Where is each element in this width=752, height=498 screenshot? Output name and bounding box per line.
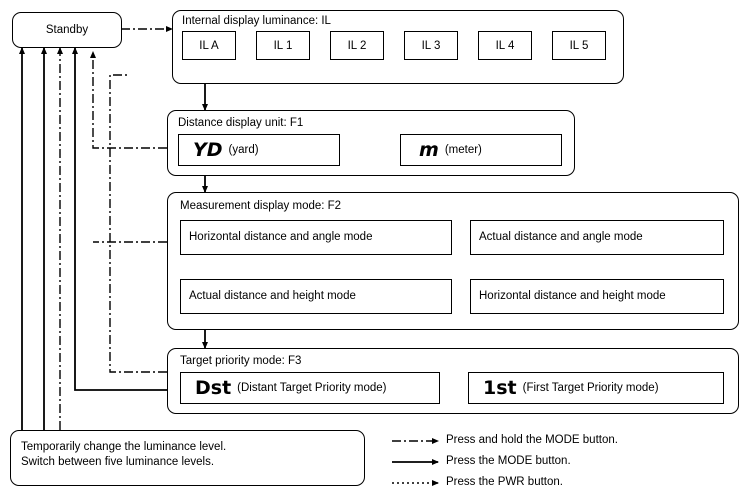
priority-first-symbol: 1st [483, 377, 517, 399]
priority-first-label: (First Target Priority mode) [522, 382, 659, 394]
il-2-node[interactable] [330, 31, 384, 60]
unit-meter-label: (meter) [444, 144, 482, 156]
legend-item-pwr-press: Press the PWR button. [446, 476, 563, 488]
unit-meter-node[interactable] [400, 134, 562, 166]
mode-actual-height-label: Actual distance and height mode [189, 290, 356, 302]
il-5-node[interactable] [552, 31, 606, 60]
il-4-node[interactable] [478, 31, 532, 60]
il-3-node[interactable] [404, 31, 458, 60]
note-line-2: Switch between five luminance levels. [21, 456, 215, 468]
il-1-label: IL 1 [273, 39, 293, 52]
mode-actual-height-node[interactable] [180, 279, 452, 314]
luminance-note-box [10, 430, 365, 486]
priority-distant-symbol: Dst [195, 377, 232, 399]
mode-actual-angle-label: Actual distance and angle mode [479, 231, 643, 243]
note-line-1: Temporarily change the luminance level. [21, 441, 227, 453]
mode-actual-angle-node[interactable] [470, 220, 724, 255]
il-a-label: IL A [199, 39, 219, 52]
standby-label: Standby [45, 24, 89, 36]
il-1-node[interactable] [256, 31, 310, 60]
group-f1-title: Distance display unit: F1 [178, 117, 304, 129]
mode-horizontal-height-node[interactable] [470, 279, 724, 314]
mode-horizontal-angle-label: Horizontal distance and angle mode [189, 231, 373, 243]
group-f3-title: Target priority mode: F3 [180, 355, 302, 367]
standby-node[interactable] [12, 12, 122, 48]
group-f2-title: Measurement display mode: F2 [180, 200, 342, 212]
priority-distant-node[interactable] [180, 372, 440, 404]
il-3-label: IL 3 [421, 39, 441, 52]
legend-item-mode-press: Press the MODE button. [446, 455, 571, 467]
mode-horizontal-height-label: Horizontal distance and height mode [479, 290, 666, 302]
il-a-node[interactable] [182, 31, 236, 60]
unit-yard-label: (yard) [228, 144, 259, 156]
unit-yard-symbol: YD [193, 139, 223, 161]
legend-item-mode-hold: Press and hold the MODE button. [446, 434, 618, 446]
il-2-label: IL 2 [347, 39, 367, 52]
il-4-label: IL 4 [495, 39, 515, 52]
priority-distant-label: (Distant Target Priority mode) [237, 382, 387, 394]
unit-meter-symbol: m [419, 139, 439, 161]
mode-horizontal-angle-node[interactable] [180, 220, 452, 255]
group-il-title: Internal display luminance: IL [182, 15, 331, 27]
unit-yard-node[interactable] [178, 134, 340, 166]
il-5-label: IL 5 [569, 39, 589, 52]
priority-first-node[interactable] [468, 372, 724, 404]
